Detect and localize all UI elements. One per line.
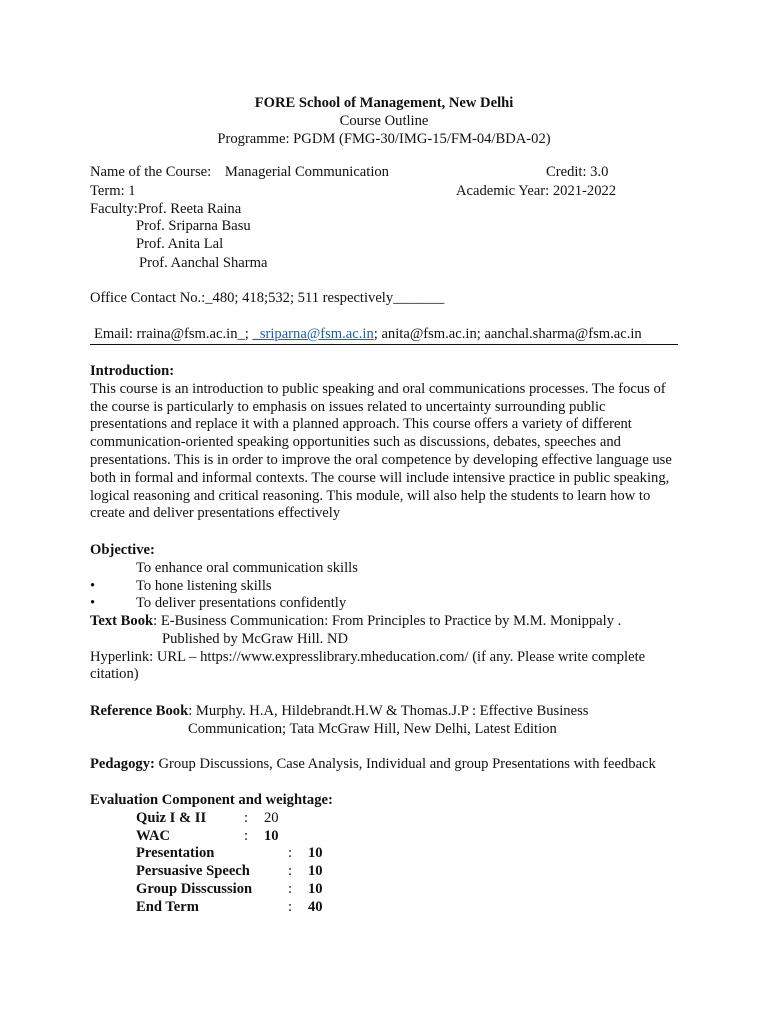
- objective-item: To enhance oral communication skills: [136, 559, 358, 576]
- course-name-label: Name of the Course:: [90, 164, 212, 180]
- evaluation-component: Quiz I & II: [136, 809, 207, 826]
- faculty-label: Faculty:: [90, 201, 138, 217]
- evaluation-row: [136, 881, 680, 899]
- evaluation-component: WAC: [136, 827, 171, 844]
- evaluation-row: [136, 863, 680, 881]
- reference-text: : Murphy. H.A, Hildebrandt.H.W & Thomas.J.P : Effective Business: [188, 703, 589, 719]
- textbook-hyperlink: Hyperlink: URL – https://www.expresslibrary.mheducation.com/ (if any. Please write complete citation): [90, 648, 646, 683]
- introduction-text: This course is an introduction to public speaking and oral communications processes. The focus of the course is particularly to emphasis on issues related to uncertainty surrounding public presentations and replace it with a planned approach. This course offers a variety of different communication-oriented speaking opportunities such as discussions, debates, speeches and presentations. This is in order to improve the oral competence by developing effective language use both in formal and informal contexts. The course will include intensive practice in public speaking, logical reasoning and critical reasoning. This module, will also help the students to learn how to create and deliver presentations effectively: [90, 380, 672, 522]
- term: Term: 1: [90, 183, 136, 199]
- credit: Credit: 3.0: [546, 164, 609, 180]
- evaluation-separator: :: [287, 845, 293, 862]
- evaluation-row: [136, 845, 680, 863]
- faculty-member: Prof. Aanchal Sharma: [139, 255, 268, 271]
- objective-bullet-item: [90, 578, 680, 596]
- objective-item: To deliver presentations confidently: [136, 595, 347, 612]
- introduction-section: [90, 363, 680, 523]
- office-contact: Office Contact No.:_480; 418;532; 511 respectively_______: [90, 290, 445, 306]
- course-name-value: Managerial Communication: [224, 164, 389, 180]
- email-link[interactable]: _sriparna@fsm.ac.in: [252, 326, 374, 342]
- evaluation-row: [136, 899, 680, 917]
- objective-item: To hone listening skills: [136, 577, 272, 594]
- evaluation-weight: 20: [264, 809, 279, 826]
- textbook-section: [90, 613, 680, 684]
- evaluation-component: Presentation: [136, 845, 215, 862]
- institution-title: FORE School of Management, New Delhi: [254, 95, 514, 111]
- faculty-member: Prof. Sriparna Basu: [136, 218, 251, 234]
- textbook-label: Text Book: [90, 613, 154, 629]
- evaluation-weight: 10: [308, 880, 323, 897]
- reference-label: Reference Book: [90, 703, 189, 719]
- evaluation-separator: :: [287, 880, 293, 897]
- evaluation-weight: 10: [264, 827, 279, 844]
- evaluation-list: [90, 810, 680, 917]
- evaluation-section: [90, 792, 680, 917]
- evaluation-separator: :: [243, 809, 249, 826]
- evaluation-weight: 10: [308, 863, 323, 880]
- reference-line: [90, 703, 680, 721]
- evaluation-heading: Evaluation Component and weightage:: [90, 792, 333, 808]
- programme-line: Programme: PGDM (FMG-30/IMG-15/FM-04/BDA-02): [217, 131, 551, 147]
- bullet-symbol: •: [90, 595, 96, 612]
- faculty-member: Prof. Reeta Raina: [137, 201, 242, 217]
- document-header: [0, 94, 768, 148]
- pedagogy-label: Pedagogy:: [90, 756, 155, 772]
- document-type: Course Outline: [339, 113, 429, 129]
- objective-section: [90, 542, 680, 613]
- textbook-title: : E-Business Communication: From Principles to Practice by M.M. Monippaly .: [153, 613, 622, 629]
- reference-publisher: Communication; Tata McGraw Hill, New Delhi, Latest Edition: [188, 720, 557, 737]
- evaluation-component: Group Disscussion: [136, 880, 253, 897]
- academic-year: Academic Year: 2021-2022: [456, 183, 617, 199]
- pedagogy-section: [90, 756, 690, 774]
- evaluation-component: End Term: [136, 898, 199, 915]
- course-name-line: [90, 164, 389, 182]
- faculty-member: Prof. Anita Lal: [136, 236, 224, 252]
- textbook-line: [90, 613, 680, 631]
- faculty-line: [90, 201, 241, 219]
- evaluation-row: [136, 828, 680, 846]
- evaluation-separator: :: [287, 898, 293, 915]
- textbook-publisher: Published by McGraw Hill. ND: [162, 630, 349, 647]
- email-suffix: ; anita@fsm.ac.in; aanchal.sharma@fsm.ac.in: [373, 326, 642, 342]
- evaluation-component: Persuasive Speech: [136, 863, 250, 880]
- introduction-heading: Introduction:: [90, 363, 175, 379]
- evaluation-weight: 40: [308, 898, 323, 915]
- objective-bullet-item: [90, 595, 680, 613]
- evaluation-row: [136, 810, 680, 828]
- evaluation-separator: :: [243, 827, 249, 844]
- email-prefix: Email: rraina@fsm.ac.in_;: [94, 326, 253, 342]
- pedagogy-text: Group Discussions, Case Analysis, Individual and group Presentations with feedback: [154, 756, 656, 772]
- email-line: [90, 326, 678, 345]
- evaluation-separator: :: [287, 863, 293, 880]
- evaluation-weight: 10: [308, 845, 323, 862]
- objective-heading: Objective:: [90, 542, 155, 558]
- reference-section: [90, 703, 680, 739]
- bullet-symbol: •: [90, 577, 96, 594]
